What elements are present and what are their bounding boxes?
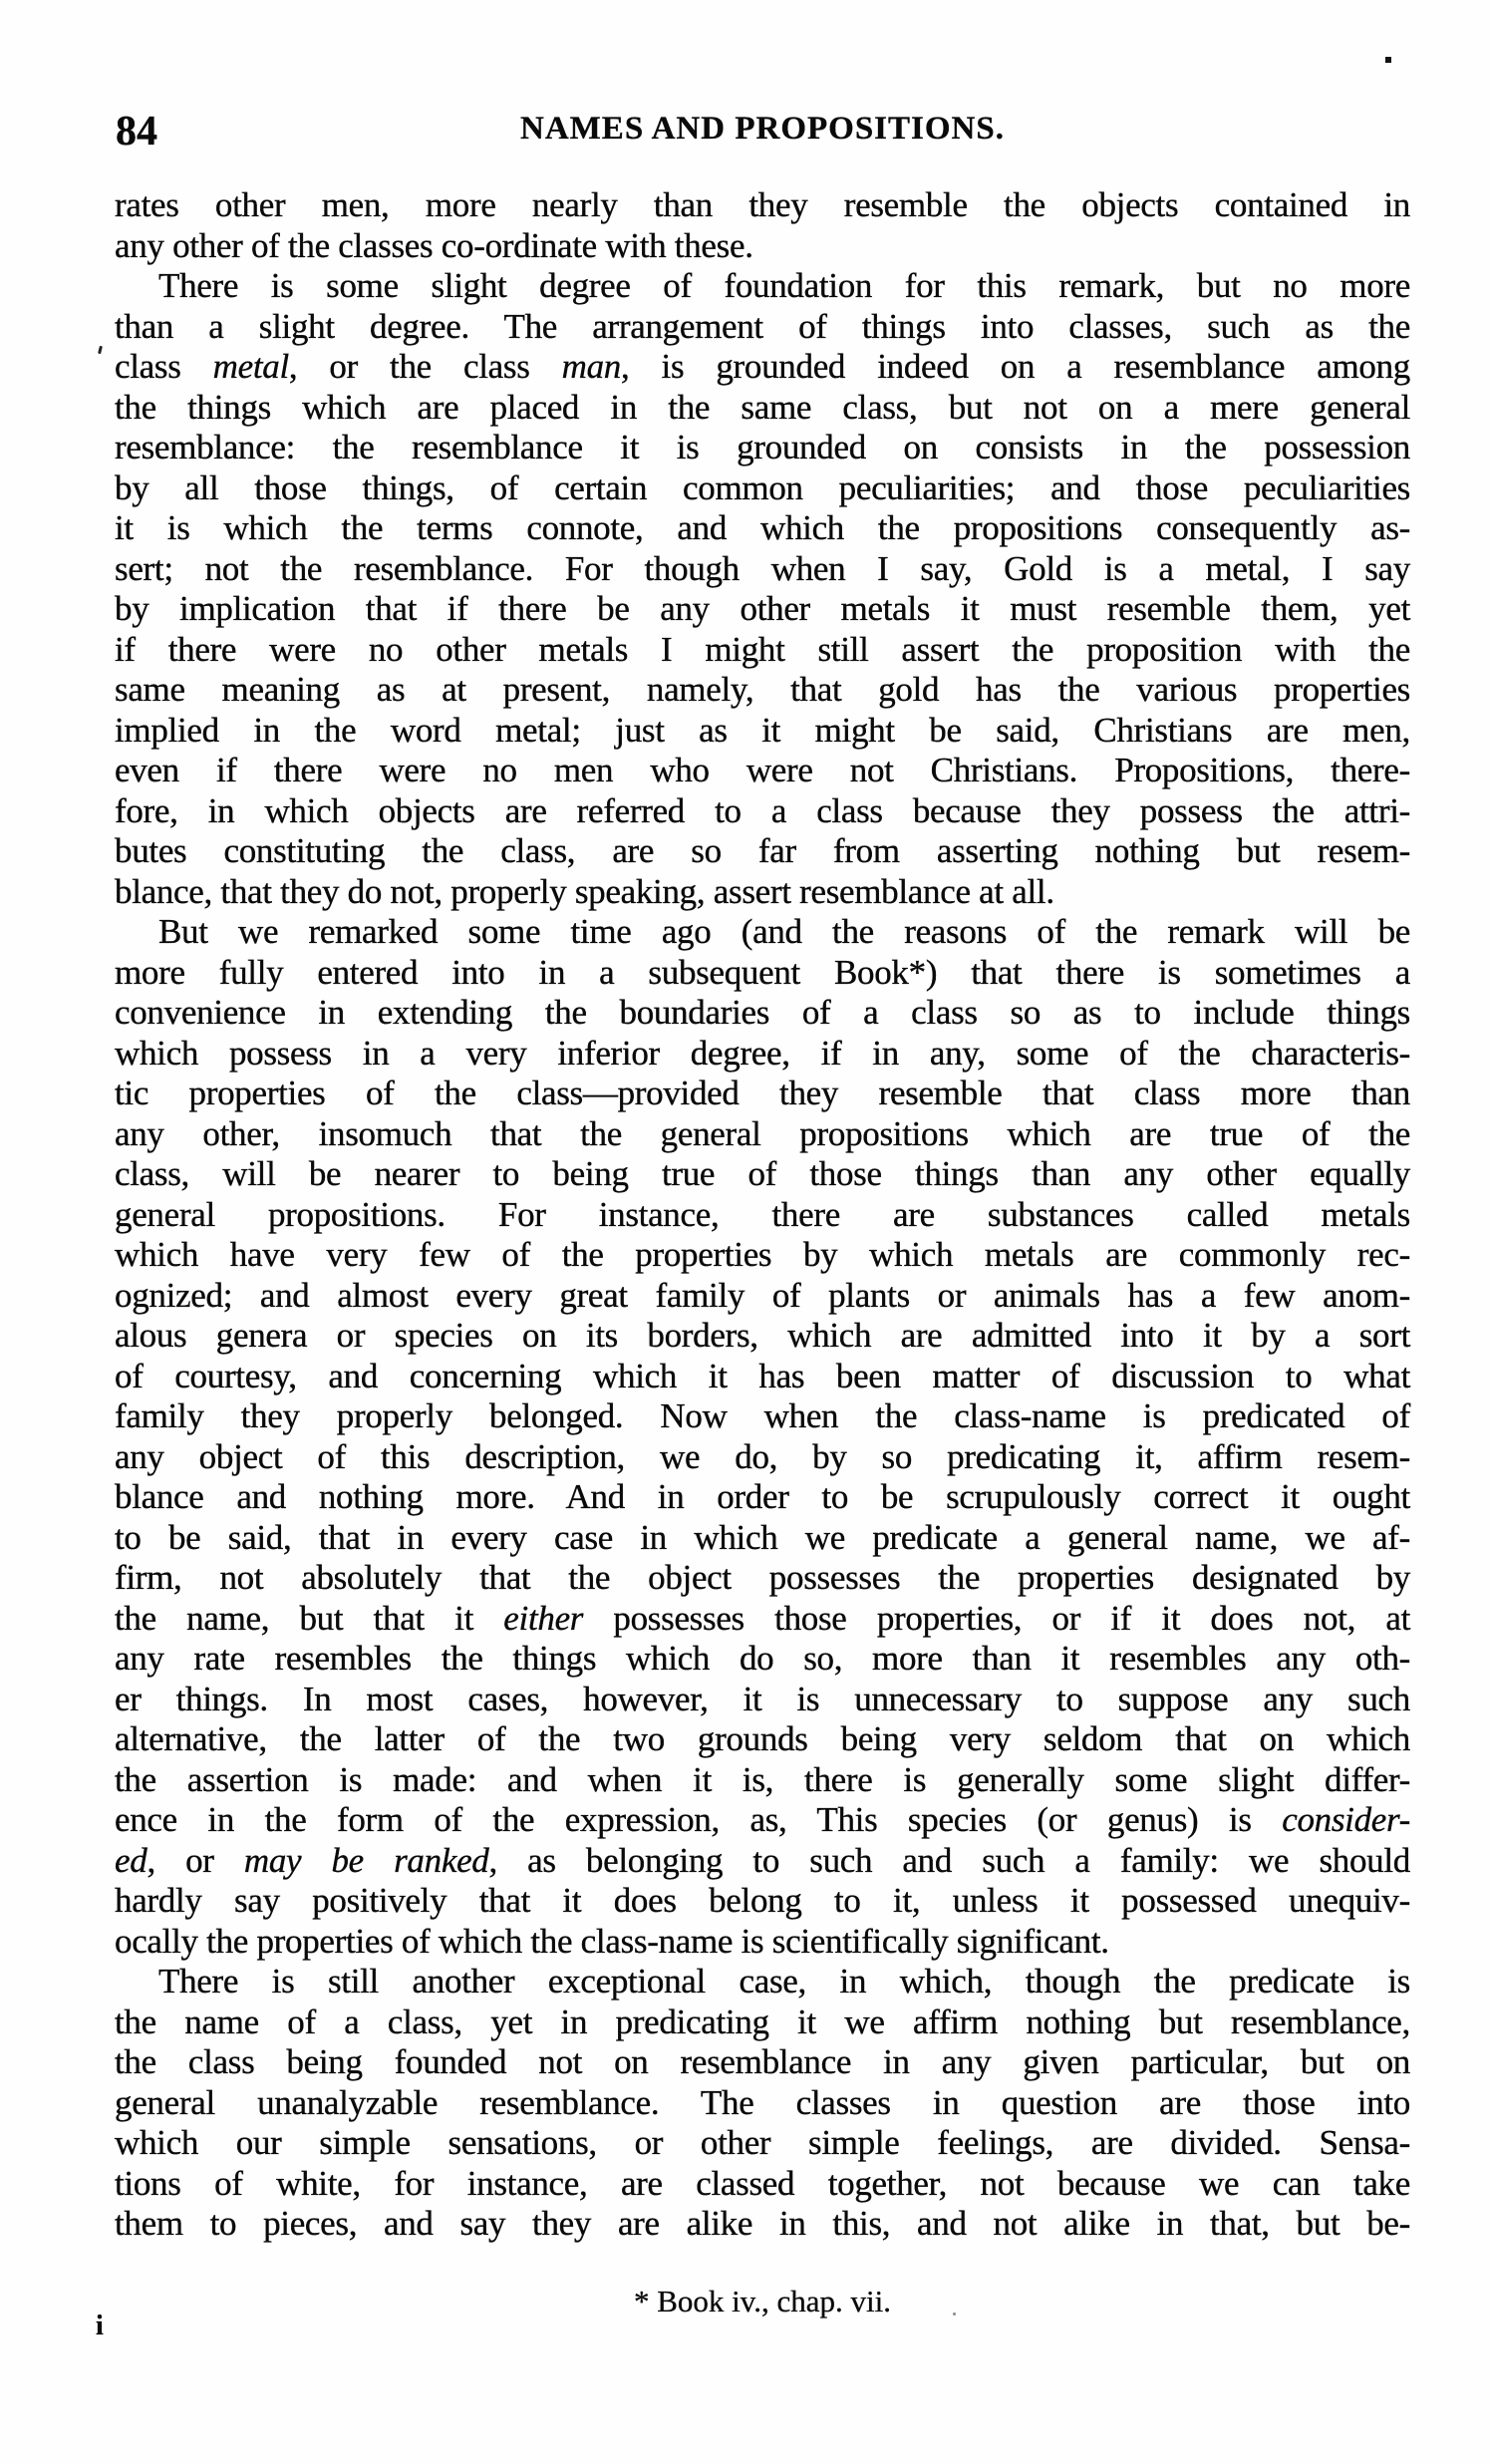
text-line: any other, insomuch that the general propositions which are true of the	[115, 1113, 1410, 1153]
text-line: class metal, or the class man, is grounded indeed on a resemblance among	[115, 347, 1411, 386]
footnote: * Book iv., chap. vii.	[633, 2284, 892, 2318]
text-line: them to pieces, and say they are alike in this, and not alike in that, but be-	[115, 2204, 1410, 2243]
text-line: more fully entered into in a subsequent Book*) that there is sometimes a	[115, 952, 1410, 992]
text-line: butes constituting the class, are so far from asserting nothing but resem-	[115, 831, 1410, 870]
running-title: NAMES AND PROPOSITIONS.	[520, 111, 1005, 147]
text-line: rates other men, more nearly than they resemble the objects contained in	[115, 185, 1410, 224]
text-line: than a slight degree. The arrangement of things into classes, such as the	[115, 306, 1410, 346]
text-line: to be said, that in every case in which we predicate a general name, we af-	[115, 1517, 1410, 1557]
text-line: blance, that they do not, properly speaking, assert resemblance at all.	[115, 871, 1054, 911]
text-line: the name, but that it either possesses those properties, or if it does not, at	[115, 1598, 1411, 1638]
text-line: blance and nothing more. And in order to be scrupulously correct it ought	[115, 1477, 1410, 1516]
text-line: any object of this description, we do, by so predicating it, affirm resem-	[115, 1436, 1410, 1476]
text-line: hardly say positively that it does belong to it, unless it possessed unequiv-	[115, 1881, 1410, 1920]
text-line: convenience in extending the boundaries of a class so as to include things	[115, 993, 1410, 1032]
text-line: alternative, the latter of the two grounds being very seldom that on which	[115, 1719, 1410, 1758]
text-line: But we remarked some time ago (and the reasons of the remark will be	[158, 912, 1410, 951]
text-line: which possess in a very inferior degree, if in any, some of the characteris-	[115, 1033, 1410, 1073]
text-line: class, will be nearer to being true of those things than any other equally	[115, 1154, 1410, 1193]
ink-speck	[1385, 57, 1391, 63]
text-line: general propositions. For instance, there are substances called metals	[115, 1194, 1410, 1234]
text-line: it is which the terms connote, and which the propositions consequently as-	[115, 508, 1410, 547]
text-line: ocally the properties of which the class-name is scientifically significant.	[115, 1921, 1109, 1961]
text-line: if there were no other metals I might still assert the proposition with the	[115, 629, 1410, 669]
text-line: the things which are placed in the same class, but not on a mere general	[115, 387, 1410, 427]
text-line: tic properties of the class—provided they resemble that class more than	[115, 1074, 1410, 1112]
text-line: firm, not absolutely that the object possesses the properties designated by	[115, 1558, 1410, 1597]
text-line: tions of white, for instance, are classed together, not because we can take	[115, 2163, 1410, 2203]
page-number: 84	[116, 109, 157, 154]
text-line: which have very few of the properties by which metals are commonly rec-	[115, 1235, 1410, 1274]
ink-speck	[953, 2312, 956, 2315]
text-line: any rate resembles the things which do so, more than it resembles any oth-	[115, 1639, 1410, 1678]
text-line: There is some slight degree of foundation for this remark, but no more	[158, 266, 1410, 305]
body-text	[115, 185, 1410, 2245]
text-line: any other of the classes co-ordinate with these.	[115, 225, 753, 265]
text-line: general unanalyzable resemblance. The classes in question are those into	[115, 2082, 1410, 2122]
text-line: fore, in which objects are referred to a class because they possess the attri-	[115, 790, 1410, 830]
text-line: family they properly belonged. Now when the class-name is predicated of	[115, 1396, 1410, 1435]
text-line: which our simple sensations, or other simple feelings, are divided. Sensa-	[115, 2123, 1410, 2162]
text-line: er things. In most cases, however, it is unnecessary to suppose any such	[115, 1679, 1410, 1718]
margin-mark: i	[96, 2310, 104, 2341]
text-line: ence in the form of the expression, as, This species (or genus) is consider-	[115, 1800, 1410, 1839]
text-line: alous genera or species on its borders, which are admitted into it by a sort	[115, 1316, 1410, 1355]
text-line: ed, or may be ranked, as belonging to such and such a family: we should	[115, 1840, 1411, 1880]
text-line: resemblance: the resemblance it is grounded on consists in the possession	[115, 428, 1410, 466]
text-line: the assertion is made: and when it is, there is generally some slight differ-	[115, 1759, 1410, 1799]
text-line: the name of a class, yet in predicating it we affirm nothing but resemblance,	[115, 2002, 1410, 2041]
text-line: the class being founded not on resemblance in any given particular, but on	[115, 2042, 1410, 2081]
text-line: There is still another exceptional case, in which, though the predicate is	[158, 1962, 1410, 2001]
text-line: of courtesy, and concerning which it has been matter of discussion to what	[115, 1356, 1410, 1395]
text-line: ognized; and almost every great family of plants or animals has a few anom-	[115, 1275, 1410, 1315]
text-line: sert; not the resemblance. For though when I say, Gold is a metal, I say	[115, 548, 1410, 588]
ink-speck	[98, 346, 103, 354]
text-line: by implication that if there be any other metals it must resemble them, yet	[115, 589, 1410, 628]
text-line: same meaning as at present, namely, that gold has the various properties	[115, 670, 1410, 709]
text-line: by all those things, of certain common peculiarities; and those peculiarities	[115, 467, 1410, 507]
text-line: implied in the word metal; just as it might be said, Christians are men,	[115, 710, 1410, 750]
text-line: even if there were no men who were not Christians. Propositions, there-	[115, 751, 1410, 789]
